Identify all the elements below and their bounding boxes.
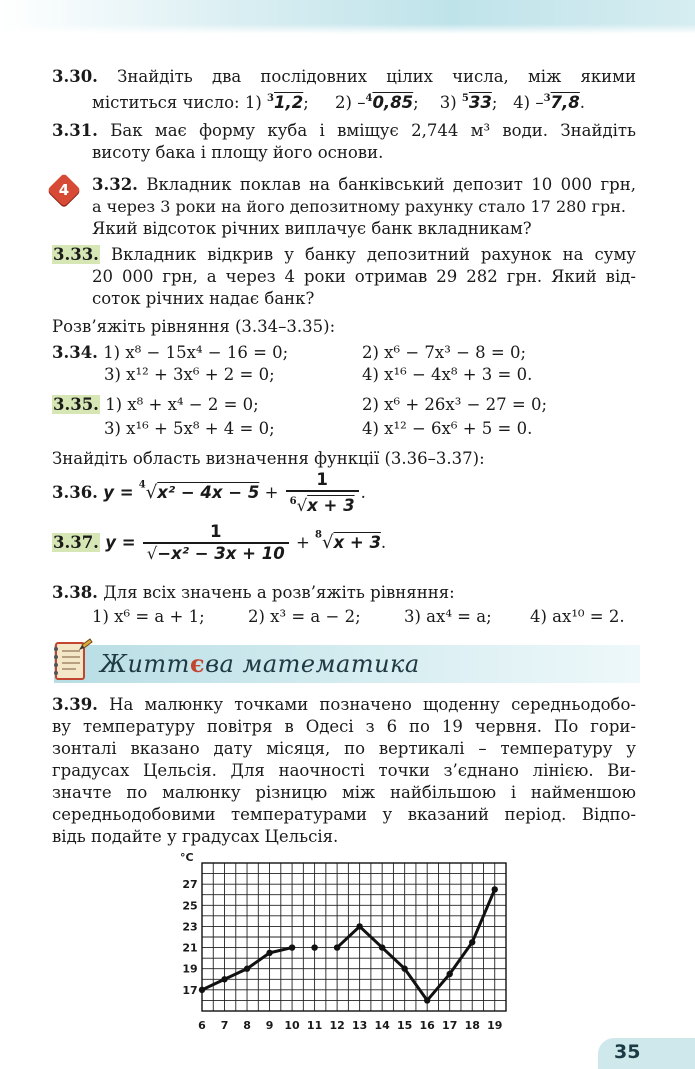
- x-tick-label: 17: [442, 1019, 458, 1032]
- problem-3-38-line1: [52, 582, 455, 604]
- root-index: 5: [461, 93, 469, 104]
- y-tick-label: 25: [182, 899, 198, 913]
- problem-3-39-line1: [52, 694, 636, 716]
- problem-3-39-line3: зонталі вказано дату місяця, по вертикалі – температуру у: [52, 739, 636, 758]
- problem-3-39-line7: відь подайте у градусах Цельсія.: [52, 827, 339, 846]
- problem-number: 3.37.: [53, 533, 99, 552]
- equation: 4) x¹⁶ − 4x⁸ + 3 = 0.: [362, 365, 533, 384]
- problem-text: Бак має форму куба і вміщує 2,744 м³ води. Знайдіть: [110, 121, 636, 140]
- solve-header: Розв’яжіть рівняння (3.34–3.35):: [52, 317, 336, 336]
- x-tick-label: 8: [243, 1019, 251, 1032]
- x-tick-label: 11: [306, 1019, 323, 1032]
- chart-grid: [202, 863, 506, 1011]
- data-point: [401, 966, 407, 972]
- function-lhs: y =: [103, 483, 134, 502]
- x-tick-label: 15: [397, 1019, 413, 1032]
- x-tick-label: 18: [464, 1019, 480, 1032]
- x-tick-label: 12: [329, 1019, 345, 1032]
- y-tick-label: 21: [182, 941, 198, 955]
- problem-3-31-line1: [52, 120, 636, 142]
- equation: 3) x¹⁶ + 5x⁸ + 4 = 0;: [104, 419, 275, 438]
- radicand: 33: [468, 93, 492, 112]
- label: 4) –: [513, 93, 544, 112]
- radicand: 0,85: [372, 93, 414, 112]
- problem-3-33-line3: соток річних надає банк?: [92, 289, 315, 308]
- x-tick-label: 9: [265, 1019, 274, 1032]
- y-tick-label: 19: [182, 962, 198, 976]
- problem-number: 3.30.: [52, 67, 98, 86]
- x-tick-label: 19: [487, 1019, 503, 1032]
- problem-3-39-line6: середньодобовими температурами у вказаний період. Відпо-: [52, 805, 636, 824]
- page-number-tab: [598, 1038, 695, 1069]
- problem-3-32-line3: Який відсоток річних виплачує банк вкладникам?: [92, 219, 532, 238]
- chart-y-axis-label: °C: [180, 851, 194, 864]
- equation: 1) x⁸ + x⁴ − 2 = 0;: [105, 395, 259, 414]
- root-index: 6: [289, 496, 297, 507]
- radicand: 7,8: [550, 93, 580, 112]
- label: 3): [439, 93, 457, 112]
- fraction: [143, 522, 289, 564]
- y-tick-label: 23: [182, 920, 198, 934]
- problem-3-36: [52, 470, 366, 516]
- problem-number: 3.39.: [52, 695, 98, 714]
- x-tick-label: 14: [374, 1019, 390, 1032]
- denominator: [286, 492, 359, 516]
- problem-3-31-line2: висоту бака і площу його основи.: [92, 143, 384, 162]
- problem-3-39-line4: градусах Цельсія. Для наочності точки з’єднано лінією. Ви-: [52, 761, 636, 780]
- data-point: [334, 944, 340, 950]
- numerator: 1: [286, 470, 359, 492]
- fraction: [286, 470, 359, 516]
- radical-sign: √: [322, 532, 334, 553]
- page-number: 35: [614, 1041, 641, 1063]
- chart-x-tick-labels: [198, 1019, 502, 1032]
- radicand: x² − 4x − 5: [157, 483, 260, 502]
- data-point: [311, 944, 317, 950]
- denominator: [143, 544, 289, 564]
- equation: 3) ax⁴ = a;: [404, 607, 492, 626]
- equation: 1) x⁸ − 15x⁴ − 16 = 0;: [103, 343, 289, 362]
- equation: 2) x⁶ − 7x³ − 8 = 0;: [362, 343, 527, 362]
- root-index: 3: [267, 93, 275, 104]
- problem-number: 3.33.: [53, 245, 99, 264]
- x-tick-label: 13: [351, 1019, 368, 1032]
- problem-3-30: [52, 66, 636, 88]
- top-decorative-band: [0, 0, 695, 34]
- y-tick-label: 27: [182, 878, 198, 892]
- x-tick-label: 10: [284, 1019, 300, 1032]
- radicand: −x² − 3x + 10: [157, 544, 285, 563]
- problem-text: Вкладник поклав на банківський депозит 10 000 грн,: [146, 175, 636, 194]
- problem-text: На малюнку точками позначено щоденну середньодобо-: [109, 695, 637, 714]
- problem-3-37: [52, 522, 386, 564]
- operator: +: [264, 483, 279, 502]
- data-point: [492, 886, 498, 892]
- problem-text: Для всіх значень a розв’яжіть рівняння:: [103, 583, 455, 602]
- root-index: 4: [365, 93, 373, 104]
- equation: 4) x¹² − 6x⁶ + 5 = 0.: [362, 419, 533, 438]
- problem-number: 3.34.: [52, 343, 98, 362]
- y-tick-label: 17: [182, 983, 198, 997]
- radical-sign: √: [146, 544, 158, 563]
- x-tick-label: 16: [419, 1019, 435, 1032]
- problem-3-34: [52, 342, 288, 364]
- equation: 1) x⁶ = a + 1;: [92, 607, 205, 626]
- problem-number: 3.38.: [52, 583, 98, 602]
- problem-number: 3.32.: [92, 175, 138, 194]
- x-tick-label: 6: [198, 1019, 206, 1032]
- problem-3-30-line2: міститься число: 1) $^3$1,2; 2) –$^4$0,85; 3) $^5$33; 4) –$^3$7,8.: [92, 93, 586, 112]
- problem-3-39-line2: ву температуру повітря в Одесі з 6 по 19 червня. По гори-: [52, 717, 636, 736]
- punct: .: [360, 483, 366, 502]
- text: міститься число: 1): [92, 93, 262, 112]
- notebook-pencil-icon: [52, 635, 94, 685]
- root-index: 4: [138, 479, 146, 491]
- data-point: [221, 976, 227, 982]
- radicand: x + 3: [333, 533, 381, 552]
- root-index: 3: [543, 93, 551, 104]
- title-part: ва математика: [205, 650, 420, 678]
- chart-y-tick-labels: [182, 878, 197, 997]
- radicand: 1,2: [274, 93, 304, 112]
- equation: 2) x⁶ + 26x³ − 27 = 0;: [362, 395, 548, 414]
- data-point: [266, 950, 272, 956]
- problem-number: 3.36.: [52, 483, 98, 502]
- temperature-chart: [170, 845, 510, 1035]
- equation: 2) x³ = a − 2;: [248, 607, 361, 626]
- title-part: Житт: [100, 650, 190, 678]
- root-index: 8: [315, 529, 322, 541]
- problem-number: 3.31.: [52, 121, 98, 140]
- radicand: x + 3: [307, 496, 355, 515]
- data-point: [447, 971, 453, 977]
- x-tick-label: 7: [220, 1019, 229, 1032]
- problem-3-32-line2: а через 3 роки на його депозитному рахунку стало 17 280 грн.: [92, 197, 626, 216]
- equation: 4) ax¹⁰ = 2.: [530, 607, 625, 626]
- problem-3-32-line1: [92, 174, 636, 196]
- problem-3-33-line2: 20 000 грн, а через 4 роки отримав 29 282 грн. Який від-: [92, 267, 636, 286]
- data-point: [424, 997, 430, 1003]
- radical-sign: √: [145, 482, 158, 503]
- problem-number: 3.35.: [53, 395, 99, 414]
- label: 2) –: [335, 93, 366, 112]
- data-point: [469, 939, 475, 945]
- problem-3-33-line1: [52, 244, 636, 266]
- title-accent-letter: є: [189, 649, 206, 678]
- data-point: [356, 923, 362, 929]
- operator: +: [295, 533, 310, 552]
- numerator: 1: [143, 522, 289, 544]
- problem-3-30-line1: [52, 66, 636, 88]
- domain-header: Знайдіть область визначення функції (3.36–3.37):: [52, 449, 485, 468]
- problem-3-35: [52, 394, 259, 416]
- data-point: [199, 987, 205, 993]
- problem-text: Знайдіть два послідовних цілих числа, між якими: [117, 67, 636, 86]
- punct: .: [380, 533, 387, 552]
- section-title: [100, 648, 420, 680]
- problem-3-39-line5: значте по малюнку різницю між найбільшою і найменшою: [52, 783, 636, 802]
- radical-sign: √: [296, 496, 308, 515]
- problem-text: Вкладник відкрив у банку депозитний рахунок на суму: [111, 245, 636, 264]
- data-point: [289, 944, 295, 950]
- equation: 3) x¹² + 3x⁶ + 2 = 0;: [104, 365, 275, 384]
- data-point: [244, 966, 250, 972]
- function-lhs: y =: [105, 533, 136, 552]
- level-badge-number: 4: [58, 181, 70, 199]
- data-point: [379, 944, 385, 950]
